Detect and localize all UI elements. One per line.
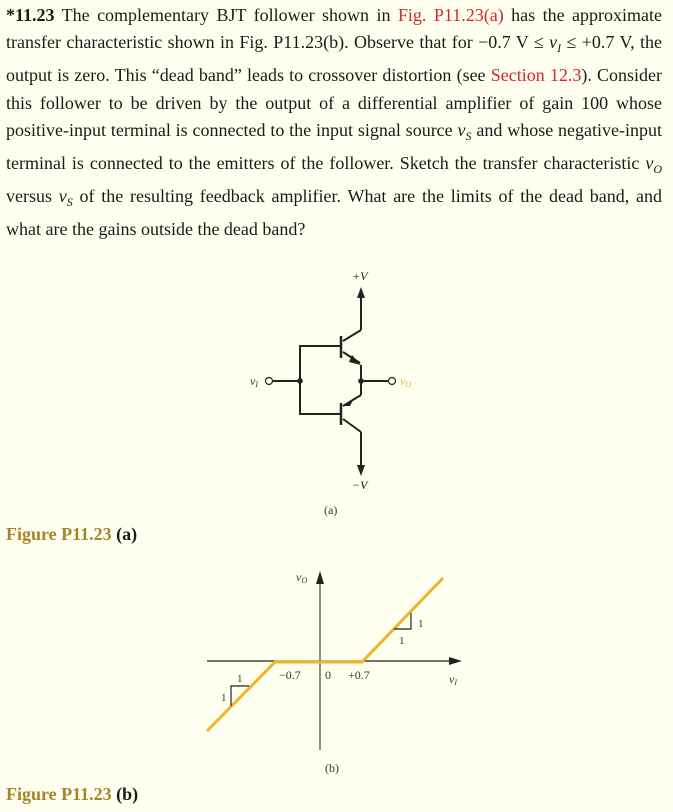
problem-number: *11.23 — [6, 5, 55, 25]
output-terminal-icon — [389, 378, 396, 385]
math-variable: $v_S$ — [58, 186, 73, 210]
vee-arrow-icon — [357, 465, 365, 476]
output-junction-dot — [358, 378, 364, 384]
tick-pos: +0.7 — [348, 668, 370, 682]
transfer-chart — [207, 571, 462, 750]
vee-label: −V — [352, 478, 368, 492]
vcc-arrow-icon — [357, 287, 365, 298]
math-variable: $v_S$ — [457, 119, 472, 143]
vcc-label: +V — [352, 269, 368, 283]
slope-label-left-run: 1 — [237, 673, 243, 685]
math-variable: $v_O$ — [645, 153, 662, 177]
x-axis-arrow-icon — [449, 657, 462, 665]
figure-a-caption-part: (a) — [116, 524, 138, 544]
cross-reference-link[interactable]: Section 12.3 — [490, 65, 582, 86]
pnp-collector — [343, 419, 361, 432]
figure-b-caption-part: (b) — [116, 784, 139, 804]
tick-zero: 0 — [325, 668, 331, 682]
output-label: vO — [400, 374, 412, 389]
text-run: and whose negative-input terminal is connected to the emitters of the follower. Sketch the transfer characteristic — [6, 119, 662, 174]
text-run: has the approximate transfer characteristic shown in Fig. P11.23(b). Observe that for −0.7 V ≤ — [6, 5, 662, 53]
math-subscript: S — [66, 195, 73, 210]
npn-collector — [343, 330, 361, 341]
figure-b-sublabel: (b) — [325, 761, 339, 775]
figure-a-caption-label: Figure P11.23 — [6, 524, 112, 544]
input-junction-dot — [297, 378, 303, 384]
input-label: vI — [250, 374, 258, 389]
figure-a-caption — [6, 524, 137, 545]
cross-reference-link[interactable]: Fig. P11.23(a) — [397, 5, 504, 25]
slope-label-right-rise: 1 — [418, 618, 424, 630]
figure-a-sublabel: (a) — [324, 503, 338, 517]
y-axis-arrow-icon — [316, 571, 324, 584]
y-axis-label: vO — [296, 570, 308, 585]
text-run: of the resulting feedback amplifier. What are the limits of the dead band, and what are the gains outside the dead band? — [6, 186, 662, 240]
text-run: ). Consider this follower to be driven by the output of a differential amplifier of gain 100 whose positive-input terminal is connected to the input signal source — [6, 65, 662, 140]
base-wiring — [300, 346, 341, 414]
input-terminal-icon — [266, 378, 273, 385]
text-run: ≤ +0.7 V, the output is zero. This “dead band” leads to crossover distortion (see — [6, 32, 662, 86]
text-run: The complementary BJT follower shown in — [54, 5, 398, 25]
math-variable: $v_I$ — [549, 32, 562, 56]
text-run: versus — [6, 186, 59, 207]
slope-label-right-run: 1 — [399, 635, 405, 647]
slope-label-left-rise: 1 — [221, 692, 227, 704]
math-subscript: S — [465, 128, 472, 143]
circuit-diagram — [273, 287, 388, 476]
math-subscript: I — [557, 41, 562, 56]
transfer-curve — [207, 578, 443, 731]
x-axis-label: vI — [449, 672, 457, 687]
figure-b-caption-label: Figure P11.23 — [6, 784, 112, 804]
figure-b-caption — [6, 784, 138, 805]
tick-neg: −0.7 — [279, 668, 301, 682]
math-subscript: O — [653, 162, 662, 177]
